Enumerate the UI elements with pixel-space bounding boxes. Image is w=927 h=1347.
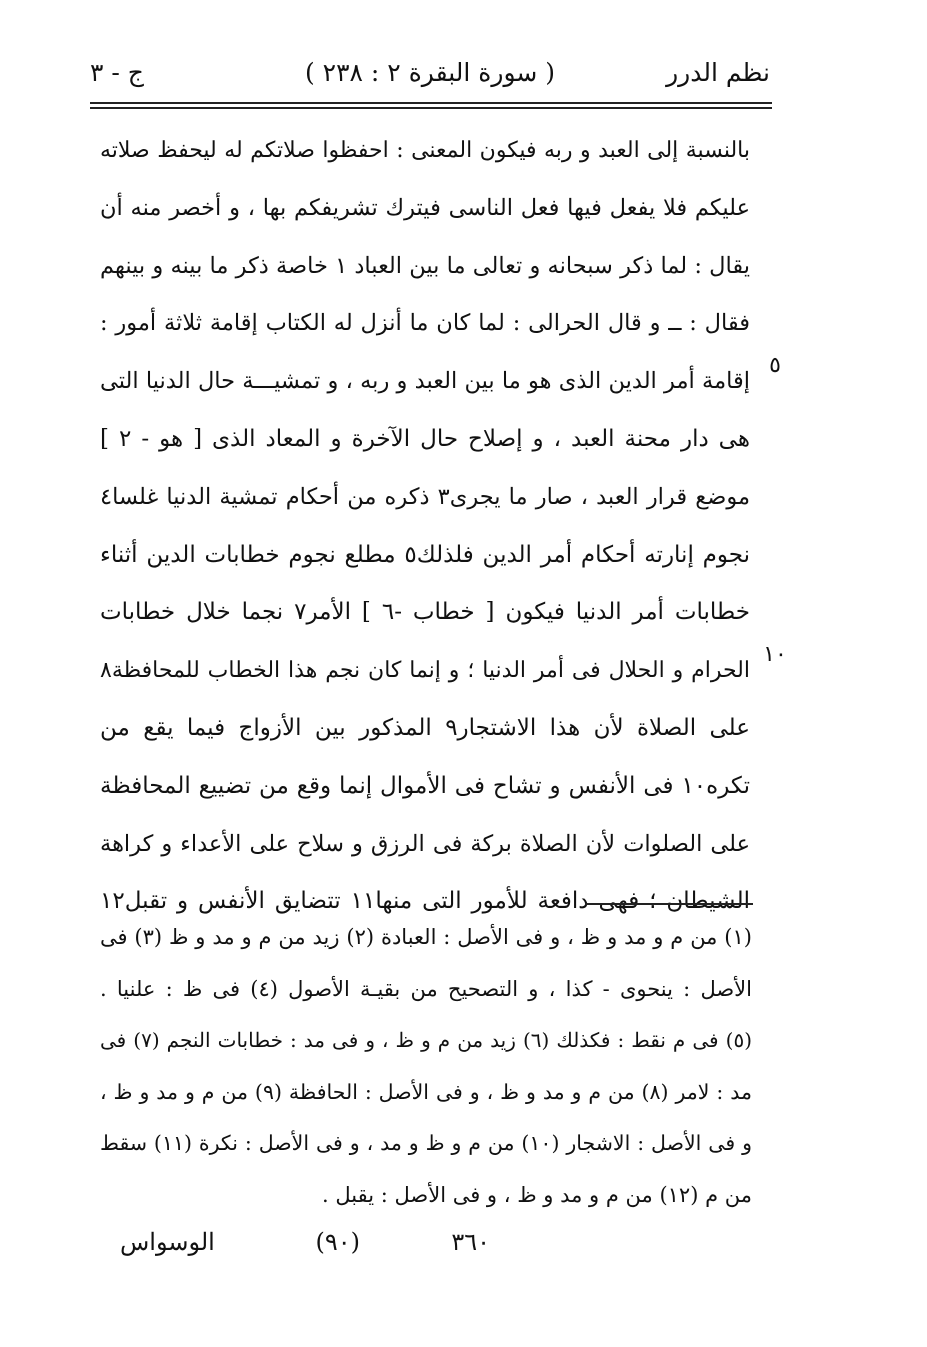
text-line: خطابات أمر الدنيا فيكون [ خطاب -٦ ] الأمر٧ نجما خلال خطابات — [100, 599, 750, 626]
header-rule-bottom — [90, 107, 772, 109]
text-line: على الصلاة لأن هذا الاشتجار٩ المذكور بين الأزواج فيما يقع من — [100, 714, 750, 741]
line-number-5: ٥ — [769, 353, 781, 378]
text-line: فقال : ــ و قال الحرالى : لما كان ما أنزل له الكتاب إقامة ثلاثة أمور : — [100, 310, 750, 337]
text-line: موضع قرار العبد ، صار ما يجرى٣ ذكره من أحكام تمشية الدنيا غلسا٤ — [100, 483, 750, 510]
footnote-line: الأصل : ينحوى - كذا ، و التصحيح من بقيـة الأصول (٤) فى ظ : علنيا . — [100, 976, 752, 1001]
footnote-separator — [585, 903, 753, 905]
signature-number: (٩٠) — [315, 1228, 360, 1256]
signature-mark: الوسواس — [120, 1228, 215, 1256]
text-line: هى دار محنة العبد ، و إصلاح حال الآخرة و المعاد الذى [ هو - ٢ ] — [100, 425, 750, 452]
text-line: يقال : لما ذكر سبحانه و تعالى ما بين العباد ١ خاصة ذكر ما بينه و بينهم — [100, 252, 750, 279]
text-line: نجوم إنارته أحكام أمر الدين فلذلك٥ مطلع نجوم خطابات الدين أثناء — [100, 541, 750, 568]
footnotes — [100, 912, 752, 1221]
page-footer — [120, 1228, 490, 1264]
page-number: ٣٦٠ — [451, 1228, 490, 1256]
line-number-10: ١٠ — [763, 642, 787, 667]
footnote-line: مد : لامر (٨) من م و مد و ظ ، و فى الأصل : الحافظة (٩) من م و مد و ظ ، — [100, 1079, 752, 1104]
footnote-line: و فى الأصل : الاشجار (١٠) من م و ظ و مد ، و فى الأصل : نكرة (١١) سقط — [100, 1131, 752, 1155]
text-line: على الصلوات لأن الصلاة بركة فى الرزق و سلاح على الأعداء و كراهة — [100, 830, 750, 857]
volume-number: ج - ٣ — [90, 58, 144, 87]
text-line: بالنسبة إلى العبد و ربه فيكون المعنى : احفظوا صلاتكم له ليحفظ صلاته — [100, 138, 750, 163]
text-line: إقامة أمر الدين الذى هو ما بين العبد و ربه ، و تمشيـــة حال الدنيا التى — [100, 368, 750, 395]
surah-reference: ( سورة البقرة ٢ : ٢٣٨ ) — [304, 58, 556, 87]
text-line: تكره١٠ فى الأنفس و تشاح فى الأموال إنما وقع من تضييع المحافظة — [100, 772, 750, 799]
text-line: الشيطان ؛ فهى دافعة للأمور التى منها١١ تتضايق الأنفس و تقبل١٢ — [100, 888, 750, 915]
footnote-line: (١) من م و مد و ظ ، و فى الأصل : العبادة (٢) زيد من م و مد و ظ (٣) فى — [100, 925, 752, 949]
text-line: عليكم فلا يفعل فيها فعل الناسى فيترك تشريفكم بها ، و أخصر منه أن — [100, 194, 750, 221]
text-line: الحرام و الحلال فى أمر الدنيا ؛ و إنما كان نجم هذا الخطاب للمحافظة٨ — [100, 658, 750, 684]
main-text — [100, 122, 787, 931]
footnote-line: من م (١٢) من م و مد و ظ ، و فى الأصل : يقبل . — [322, 1182, 752, 1207]
book-title: نظم الدرر — [666, 58, 770, 87]
header-rule-top — [90, 102, 772, 104]
running-header — [90, 58, 770, 94]
footnote-line: (٥) فى م نقط : فكذلك (٦) زيد من م و ظ ، و فى مد : خطابات النجم (٧) فى — [100, 1028, 752, 1052]
